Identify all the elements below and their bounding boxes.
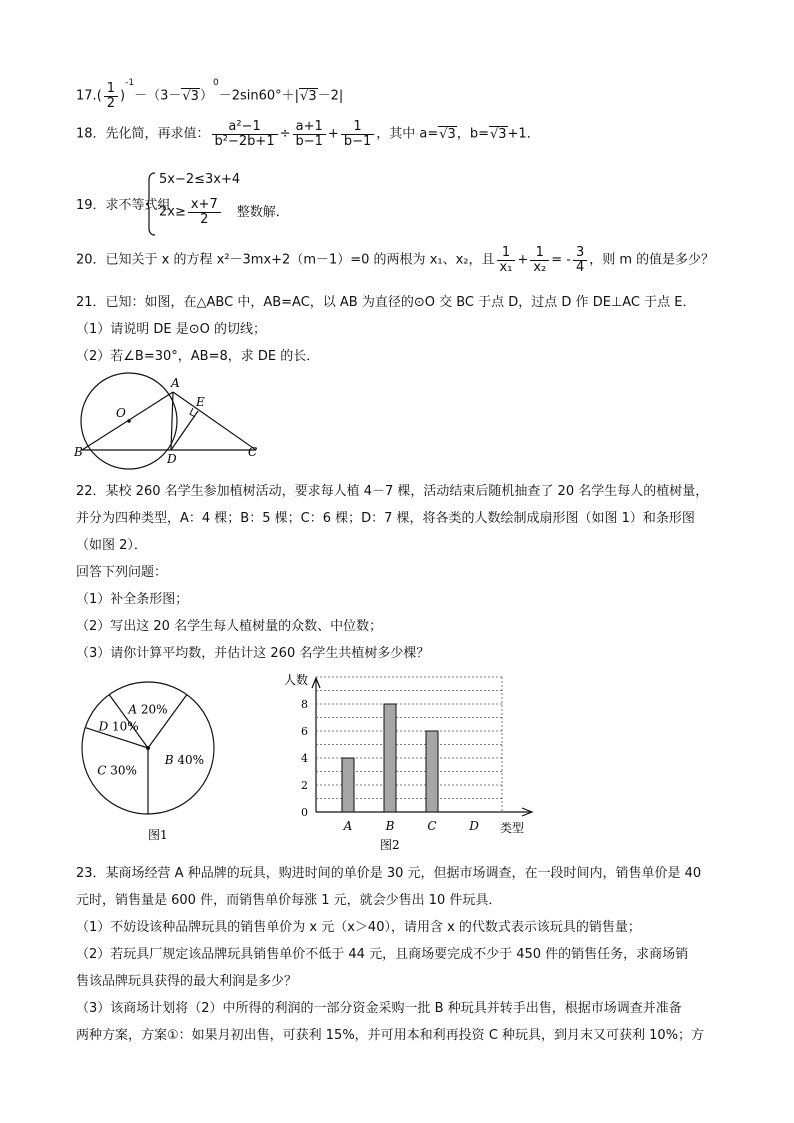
- question-23-line-3: [76, 916, 641, 935]
- question-22-stem-2: [76, 507, 695, 526]
- q19-fraction: [188, 198, 221, 226]
- label-d: D: [167, 452, 177, 466]
- q17-sqrt2: √3: [300, 88, 317, 104]
- q21-stem-text: 21．已知：如图，在△ABC 中，AB=AC，以 AB 为直径的⊙O 交 BC 于点 D，过点 D 作 DE⊥AC 于点 E．: [76, 295, 696, 310]
- question-23-line-1: [76, 862, 701, 881]
- q22-intro-text: 回答下列问题：: [76, 565, 168, 580]
- question-21-sub1: [76, 318, 266, 337]
- question-22-sub1: [76, 588, 188, 607]
- q17-sqrt1: √3: [182, 88, 199, 104]
- label-e: E: [196, 395, 205, 409]
- fig1-caption: 图1: [148, 828, 168, 842]
- question-23-line-4: [76, 943, 688, 962]
- pie-chart: [76, 676, 226, 844]
- q20-eq: = -: [551, 252, 571, 268]
- q18-f3-num: 1: [341, 120, 374, 135]
- question-21-sub2: [76, 345, 319, 364]
- q22-stem1: 22．某校 260 名学生参加植树活动，要求每人植 4－7 棵，活动结束后随机抽查了 20 名学生每人的植树量，: [76, 484, 709, 499]
- q18-fraction-3: [341, 120, 374, 148]
- q22-stem3: （如图 2）．: [76, 538, 147, 553]
- q18-plus: +: [327, 126, 339, 142]
- q17-exp2: 0: [212, 78, 219, 88]
- q18-fraction-2: [293, 120, 326, 148]
- q20-f1-den: x₁: [499, 259, 513, 275]
- x-tick-label: C: [427, 819, 437, 833]
- q20-f1-num: 1: [497, 246, 516, 261]
- question-21-stem: [76, 291, 695, 310]
- x-tick-label: B: [385, 819, 395, 833]
- q19-prefix: 19．求不等式组: [76, 198, 171, 213]
- q17-paren: (: [96, 88, 102, 104]
- question-22-sub3: [76, 642, 429, 661]
- q18-f2-den: b−1: [295, 133, 323, 149]
- q23-l2: 元时，销售量是 600 件，而销售单价每涨 1 元，就会少售出 10 件玩具．: [76, 893, 502, 908]
- y-axis-label: 人数: [284, 673, 309, 687]
- q20-prefix: 20．已知关于 x 的方程 x²－3mx+2（m－1）=0 的两根为 x₁、x₂，且: [76, 252, 495, 268]
- q18-prefix: 18．先化简，再求值：: [76, 126, 210, 142]
- pie-center: [146, 746, 150, 750]
- q17-part4: －2sin60°＋|: [218, 88, 300, 104]
- q18-f2-num: a+1: [293, 120, 326, 135]
- q18-sqrt-b: √3: [489, 126, 507, 142]
- label-a: A: [171, 376, 180, 390]
- q17-frac-num: 1: [104, 82, 118, 97]
- question-18: [76, 120, 540, 148]
- q19-ineq1: 5x−2≤3x+4: [159, 172, 241, 187]
- q20-fraction-3: [573, 246, 587, 274]
- q17-number: 17.: [76, 88, 97, 104]
- q22-stem2: 并分为四种类型，A：4 棵；B：5 棵；C：6 棵；D：7 棵，将各类的人数绘制成扇形图（如图 1）和条形图: [76, 511, 695, 526]
- q17-part1: ): [120, 88, 126, 104]
- q23-l7: 两种方案，方案①：如果月初出售，可获利 15%，并可用本和利再投资 C 种玩具，到月末又可获利 10%；方: [76, 1028, 705, 1043]
- q17-part2: －（3－: [134, 88, 182, 104]
- question-22-stem-3: [76, 534, 147, 553]
- bar: [342, 758, 354, 812]
- x-axis-label: 类型: [500, 821, 525, 835]
- q20-f3-num: 3: [573, 246, 587, 261]
- question-20: [76, 246, 714, 274]
- pie-slice-label: A 20%: [128, 702, 168, 717]
- question-23-line-7: [76, 1024, 704, 1043]
- question-17: [76, 78, 344, 111]
- q18-f1-den: b²−2b+1: [214, 133, 275, 149]
- q21-geometry-figure: [72, 370, 272, 470]
- q23-l1: 23．某商场经营 A 种品牌的玩具，购进时间的单价是 30 元，但据市场调查，在一段时间内，销售单价是 40: [76, 866, 702, 881]
- q18-f1-num: a²−1: [212, 120, 278, 135]
- q19-suffix: 整数解．: [236, 204, 289, 220]
- label-o: O: [116, 406, 126, 420]
- fig2-caption: 图2: [380, 838, 400, 852]
- q19-brace: [146, 172, 156, 236]
- q19-frac-num: x+7: [188, 198, 221, 213]
- q18-fraction-1: [212, 120, 278, 148]
- q20-suffix: ，则 m 的值是多少？: [589, 252, 715, 268]
- y-tick-label: 4: [301, 752, 308, 765]
- q19-inequality-1: [159, 172, 240, 187]
- q17-part3: ）: [199, 88, 213, 104]
- q21-sub2-text: （2）若∠B=30°，AB=8，求 DE 的长．: [76, 349, 320, 364]
- y-tick-label: 0: [301, 806, 308, 819]
- q18-suffix-a: ，其中 a=: [376, 126, 439, 142]
- question-22-stem-1: [76, 480, 708, 499]
- question-22-intro: [76, 561, 167, 580]
- q18-suffix-b: ，b=: [456, 126, 489, 142]
- q22-sub1-text: （1）补全条形图；: [76, 592, 189, 607]
- q20-plus: +: [517, 252, 529, 268]
- y-tick-label: 8: [301, 698, 308, 711]
- question-23-line-5: [76, 970, 297, 989]
- pie-slice-label: B 40%: [164, 752, 205, 767]
- q20-f2-num: 1: [530, 246, 549, 261]
- question-22-sub2: [76, 615, 382, 634]
- pie-slice-label: C 30%: [97, 763, 137, 778]
- q19-inequality-2: [159, 198, 289, 226]
- q17-part5: －2|: [317, 88, 344, 104]
- label-b: B: [74, 445, 83, 459]
- q19-frac-den: 2: [200, 211, 209, 227]
- q19-ineq2-left: 2x≥: [159, 204, 186, 220]
- q23-l6: （3）该商场计划将（2）中所得的利润的一部分资金采购一批 B 种玩具并转手出售，根据市场调查并准备: [76, 1001, 682, 1016]
- q18-sqrt-a: √3: [439, 126, 456, 142]
- x-tick-label: A: [343, 819, 353, 833]
- q22-sub2-text: （2）写出这 20 名学生每人植树量的众数、中位数；: [76, 619, 383, 634]
- q18-suffix-c: +1．: [507, 126, 540, 142]
- x-tick-label: D: [469, 819, 479, 833]
- q23-l4: （2）若玩具厂规定该品牌玩具销售单价不低于 44 元，且商场要完成不少于 450 件的销售任务，求商场销: [76, 947, 689, 962]
- q20-f2-den: x₂: [533, 259, 547, 275]
- y-tick-label: 6: [301, 725, 308, 738]
- bar: [384, 704, 396, 812]
- q17-fraction: [104, 82, 118, 110]
- q22-sub3-text: （3）请你计算平均数，并估计这 260 名学生共植树多少棵？: [76, 646, 430, 661]
- segment-ac: [173, 392, 256, 450]
- q21-sub1-text: （1）请说明 DE 是⊙O 的切线；: [76, 322, 267, 337]
- q23-l5: 售该品牌玩具获得的最大利润是多少？: [76, 974, 298, 989]
- question-19-prefix: [76, 194, 171, 213]
- q20-fraction-2: [530, 246, 549, 274]
- q20-f3-den: 4: [575, 259, 585, 275]
- q18-f3-den: b−1: [343, 133, 372, 149]
- center-o: [127, 419, 131, 423]
- q17-exp1: -1: [125, 78, 135, 88]
- question-23-line-6: [76, 997, 682, 1016]
- q18-div: ÷: [279, 126, 291, 142]
- bar: [426, 731, 438, 812]
- question-23-line-2: [76, 889, 501, 908]
- bar-chart: [272, 668, 542, 854]
- q23-l3: （1）不妨设该种品牌玩具的销售单价为 x 元（x＞40），请用含 x 的代数式表示该玩具的销售量；: [76, 920, 641, 935]
- y-tick-label: 2: [301, 779, 308, 792]
- pie-slice-label: D 10%: [98, 719, 139, 734]
- label-c: C: [248, 445, 258, 459]
- q20-fraction-1: [497, 246, 516, 274]
- q17-frac-den: 2: [106, 95, 116, 111]
